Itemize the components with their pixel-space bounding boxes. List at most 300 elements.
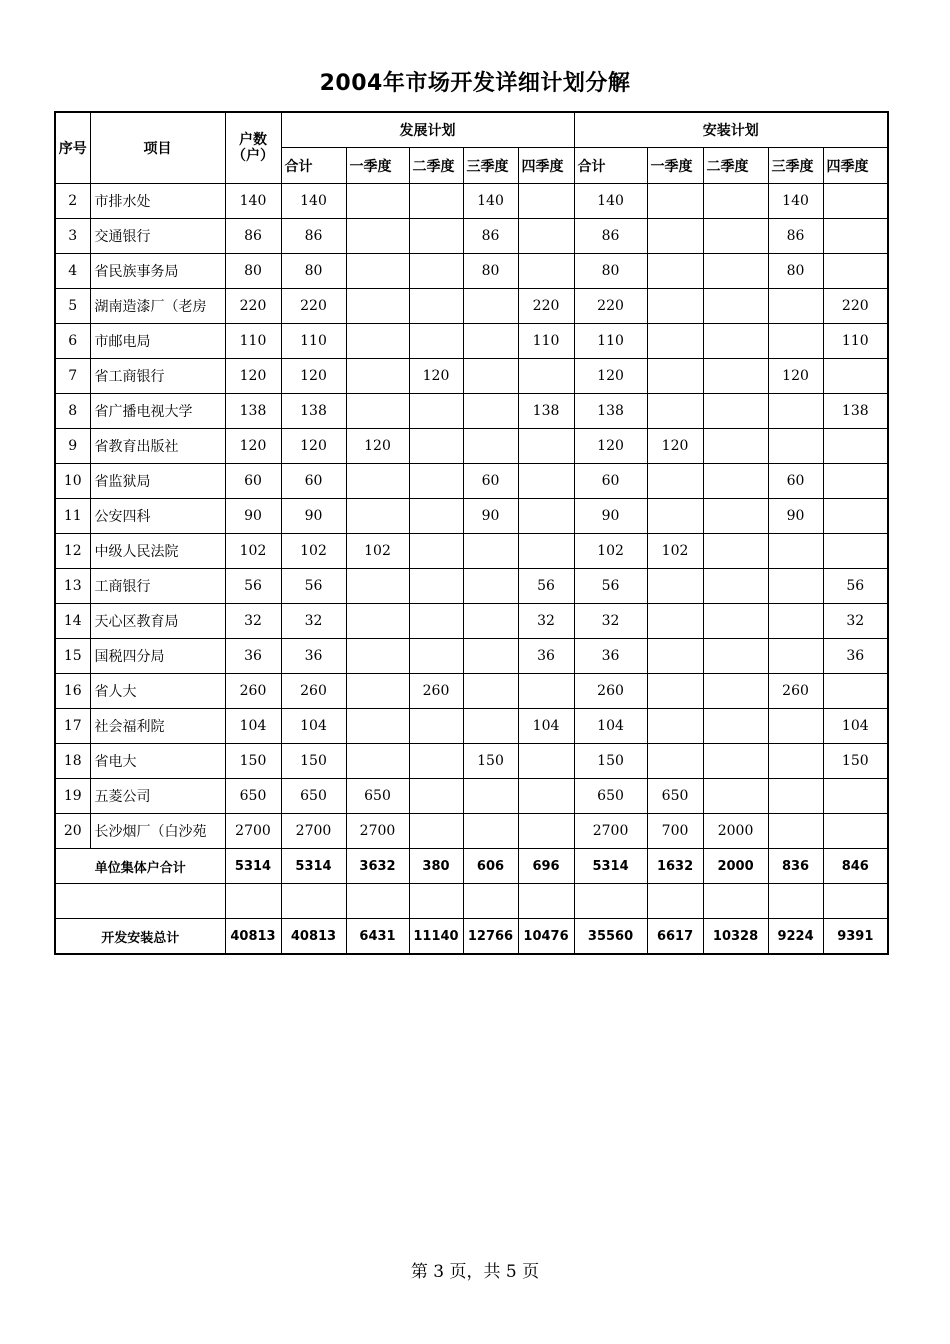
row-dev-value (409, 709, 463, 744)
row-inst-value: 32 (574, 604, 647, 639)
table-row (55, 464, 888, 499)
subtotal-row-inst-value: 5314 (574, 849, 647, 884)
row-inst-value (768, 779, 823, 814)
row-dev-value: 220 (518, 289, 574, 324)
row-inst-value (647, 254, 703, 289)
row-dev-value: 650 (281, 779, 346, 814)
empty-cell (647, 884, 703, 919)
row-index: 16 (55, 674, 90, 709)
row-inst-value (768, 709, 823, 744)
row-inst-value: 102 (647, 534, 703, 569)
grand-total-row-dev-value: 6431 (346, 919, 409, 955)
row-index: 18 (55, 744, 90, 779)
table-row (55, 569, 888, 604)
row-inst-value (647, 219, 703, 254)
row-inst-value (823, 184, 888, 219)
table-row (55, 289, 888, 324)
row-inst-value (768, 814, 823, 849)
row-dev-value (463, 324, 518, 359)
row-index: 14 (55, 604, 90, 639)
row-inst-value (703, 709, 768, 744)
row-inst-value: 36 (574, 639, 647, 674)
row-dev-value (463, 534, 518, 569)
row-inst-value: 110 (823, 324, 888, 359)
row-item-name: 省民族事务局 (90, 254, 225, 289)
subtotal-row-inst-value: 836 (768, 849, 823, 884)
table-row (55, 639, 888, 674)
row-inst-value: 220 (574, 289, 647, 324)
row-inst-value: 60 (574, 464, 647, 499)
table-row (55, 394, 888, 429)
row-inst-value (768, 744, 823, 779)
row-inst-value (703, 289, 768, 324)
row-dev-value: 150 (463, 744, 518, 779)
row-dev-value: 86 (281, 219, 346, 254)
row-item-name: 社会福利院 (90, 709, 225, 744)
row-index: 15 (55, 639, 90, 674)
row-dev-value (518, 499, 574, 534)
header-development-plan: 发展计划 (281, 112, 574, 148)
page-footer: 第 3 页，共 5 页 (410, 1262, 540, 1282)
table-row (55, 324, 888, 359)
row-index: 7 (55, 359, 90, 394)
row-dev-value: 80 (463, 254, 518, 289)
empty-cell (409, 884, 463, 919)
row-inst-value (703, 639, 768, 674)
row-dev-value: 220 (281, 289, 346, 324)
grand-total-row-dev-value: 40813 (281, 919, 346, 955)
row-dev-value: 90 (463, 499, 518, 534)
row-inst-value (647, 359, 703, 394)
row-dev-value (346, 359, 409, 394)
row-dev-value (409, 814, 463, 849)
row-inst-value: 650 (574, 779, 647, 814)
row-dev-value: 90 (281, 499, 346, 534)
subtotal-row-dev-value: 696 (518, 849, 574, 884)
row-dev-value (346, 499, 409, 534)
header-item: 项目 (90, 112, 225, 184)
row-dev-value (463, 394, 518, 429)
row-item-name: 长沙烟厂（白沙苑 (90, 814, 225, 849)
row-inst-value (823, 219, 888, 254)
row-dev-value (409, 569, 463, 604)
row-households: 120 (225, 429, 281, 464)
row-index: 3 (55, 219, 90, 254)
grand-total-row-inst-value: 10328 (703, 919, 768, 955)
row-households: 260 (225, 674, 281, 709)
row-dev-value: 120 (409, 359, 463, 394)
row-dev-value (346, 604, 409, 639)
row-dev-value (518, 814, 574, 849)
row-inst-value: 140 (574, 184, 647, 219)
row-households: 104 (225, 709, 281, 744)
grand-total-row-dev-value: 10476 (518, 919, 574, 955)
row-index: 11 (55, 499, 90, 534)
empty-cell (281, 884, 346, 919)
row-households: 2700 (225, 814, 281, 849)
row-dev-value (346, 744, 409, 779)
empty-cell (518, 884, 574, 919)
row-inst-value: 650 (647, 779, 703, 814)
row-dev-value (346, 639, 409, 674)
header-inst-q2: 二季度 (703, 148, 768, 184)
table-row (55, 499, 888, 534)
row-dev-value (463, 779, 518, 814)
row-inst-value (703, 219, 768, 254)
row-dev-value: 140 (463, 184, 518, 219)
row-inst-value (703, 779, 768, 814)
row-households: 120 (225, 359, 281, 394)
row-index: 20 (55, 814, 90, 849)
row-inst-value: 700 (647, 814, 703, 849)
row-inst-value: 104 (574, 709, 647, 744)
row-inst-value (823, 534, 888, 569)
row-households: 150 (225, 744, 281, 779)
row-dev-value (409, 429, 463, 464)
row-inst-value: 2000 (703, 814, 768, 849)
empty-cell (463, 884, 518, 919)
row-inst-value (703, 429, 768, 464)
row-dev-value (518, 674, 574, 709)
row-dev-value (346, 219, 409, 254)
row-dev-value (463, 674, 518, 709)
row-inst-value (647, 184, 703, 219)
row-households: 60 (225, 464, 281, 499)
plan-table (54, 111, 889, 955)
row-dev-value (346, 674, 409, 709)
row-dev-value: 36 (281, 639, 346, 674)
row-dev-value (463, 814, 518, 849)
row-dev-value: 60 (281, 464, 346, 499)
row-inst-value: 90 (768, 499, 823, 534)
row-inst-value: 56 (823, 569, 888, 604)
empty-cell (225, 884, 281, 919)
grand-total-row-label: 开发安装总计 (55, 919, 225, 955)
grand-total-row-dev-value: 12766 (463, 919, 518, 955)
row-dev-value: 32 (518, 604, 574, 639)
row-index: 10 (55, 464, 90, 499)
row-item-name: 省人大 (90, 674, 225, 709)
row-inst-value (823, 254, 888, 289)
row-inst-value: 138 (823, 394, 888, 429)
row-inst-value: 86 (768, 219, 823, 254)
table-row (55, 709, 888, 744)
row-dev-value: 650 (346, 779, 409, 814)
row-dev-value: 260 (281, 674, 346, 709)
row-dev-value: 86 (463, 219, 518, 254)
table-row (55, 359, 888, 394)
row-item-name: 省电大 (90, 744, 225, 779)
table-row (55, 429, 888, 464)
row-dev-value (409, 534, 463, 569)
row-dev-value (518, 359, 574, 394)
row-inst-value (703, 534, 768, 569)
row-dev-value (409, 604, 463, 639)
row-dev-value (518, 184, 574, 219)
row-dev-value: 138 (281, 394, 346, 429)
row-dev-value (463, 429, 518, 464)
row-inst-value: 60 (768, 464, 823, 499)
subtotal-row-inst-value: 1632 (647, 849, 703, 884)
page-title: 2004年市场开发详细计划分解 (319, 71, 631, 96)
subtotal-row-inst-value: 2000 (703, 849, 768, 884)
row-dev-value: 36 (518, 639, 574, 674)
row-inst-value (703, 324, 768, 359)
row-inst-value: 80 (768, 254, 823, 289)
row-dev-value (463, 289, 518, 324)
row-households: 650 (225, 779, 281, 814)
row-inst-value: 120 (768, 359, 823, 394)
header-households: 户数（户） (225, 112, 281, 184)
row-item-name: 省广播电视大学 (90, 394, 225, 429)
row-index: 8 (55, 394, 90, 429)
row-households: 138 (225, 394, 281, 429)
row-inst-value (647, 324, 703, 359)
row-inst-value (823, 359, 888, 394)
subtotal-row-inst-value: 846 (823, 849, 888, 884)
row-inst-value: 102 (574, 534, 647, 569)
row-inst-value: 138 (574, 394, 647, 429)
row-dev-value (518, 254, 574, 289)
subtotal-row-dev-value: 3632 (346, 849, 409, 884)
row-dev-value (518, 429, 574, 464)
row-inst-value: 220 (823, 289, 888, 324)
row-inst-value (823, 464, 888, 499)
row-dev-value: 120 (281, 359, 346, 394)
row-dev-value: 140 (281, 184, 346, 219)
header-inst-q1: 一季度 (647, 148, 703, 184)
row-households: 90 (225, 499, 281, 534)
row-dev-value (518, 744, 574, 779)
header-inst-total: 合计 (574, 148, 647, 184)
row-item-name: 省教育出版社 (90, 429, 225, 464)
row-dev-value: 102 (281, 534, 346, 569)
row-inst-value (647, 744, 703, 779)
table-row (55, 219, 888, 254)
row-dev-value (518, 779, 574, 814)
row-dev-value (409, 254, 463, 289)
row-inst-value (768, 394, 823, 429)
row-dev-value (346, 709, 409, 744)
row-inst-value (768, 289, 823, 324)
row-index: 2 (55, 184, 90, 219)
row-item-name: 湖南造漆厂（老房 (90, 289, 225, 324)
row-dev-value (409, 744, 463, 779)
row-index: 17 (55, 709, 90, 744)
row-dev-value (409, 779, 463, 814)
row-inst-value: 86 (574, 219, 647, 254)
row-inst-value (823, 779, 888, 814)
row-item-name: 省监狱局 (90, 464, 225, 499)
grand-total-row-dev-value: 11140 (409, 919, 463, 955)
row-inst-value: 140 (768, 184, 823, 219)
row-dev-value (518, 534, 574, 569)
header-index: 序号 (55, 112, 90, 184)
row-dev-value (346, 394, 409, 429)
row-inst-value: 150 (574, 744, 647, 779)
grand-total-row-inst-value: 35560 (574, 919, 647, 955)
row-inst-value (768, 534, 823, 569)
subtotal-row-dev-value: 606 (463, 849, 518, 884)
row-dev-value (409, 184, 463, 219)
table-row (55, 744, 888, 779)
row-item-name: 中级人民法院 (90, 534, 225, 569)
row-households: 80 (225, 254, 281, 289)
row-inst-value (703, 359, 768, 394)
row-dev-value: 32 (281, 604, 346, 639)
row-item-name: 国税四分局 (90, 639, 225, 674)
row-inst-value (703, 744, 768, 779)
row-inst-value (768, 569, 823, 604)
row-inst-value (647, 604, 703, 639)
row-dev-value (346, 184, 409, 219)
row-dev-value: 110 (281, 324, 346, 359)
row-inst-value (768, 604, 823, 639)
row-item-name: 公安四科 (90, 499, 225, 534)
empty-row (55, 884, 888, 919)
row-dev-value: 60 (463, 464, 518, 499)
row-item-name: 工商银行 (90, 569, 225, 604)
row-inst-value: 260 (768, 674, 823, 709)
row-inst-value (703, 569, 768, 604)
row-inst-value (647, 709, 703, 744)
row-dev-value (463, 639, 518, 674)
header-dev-q1: 一季度 (346, 148, 409, 184)
empty-cell (574, 884, 647, 919)
empty-cell (703, 884, 768, 919)
row-dev-value (463, 569, 518, 604)
row-inst-value: 260 (574, 674, 647, 709)
row-dev-value: 56 (518, 569, 574, 604)
row-dev-value (346, 324, 409, 359)
row-households: 56 (225, 569, 281, 604)
row-dev-value: 2700 (281, 814, 346, 849)
row-dev-value (463, 604, 518, 639)
row-item-name: 天心区教育局 (90, 604, 225, 639)
row-dev-value (409, 394, 463, 429)
subtotal-row-dev-value: 5314 (281, 849, 346, 884)
grand-total-row-inst-value: 6617 (647, 919, 703, 955)
row-inst-value (703, 184, 768, 219)
row-dev-value: 2700 (346, 814, 409, 849)
row-households: 140 (225, 184, 281, 219)
header-dev-total: 合计 (281, 148, 346, 184)
row-item-name: 省工商银行 (90, 359, 225, 394)
header-dev-q2: 二季度 (409, 148, 463, 184)
row-item-name: 市排水处 (90, 184, 225, 219)
row-inst-value: 120 (574, 359, 647, 394)
table-row (55, 779, 888, 814)
empty-cell (55, 884, 225, 919)
table-row (55, 674, 888, 709)
row-inst-value: 56 (574, 569, 647, 604)
subtotal-row-label: 单位集体户合计 (55, 849, 225, 884)
row-item-name: 市邮电局 (90, 324, 225, 359)
row-index: 6 (55, 324, 90, 359)
row-inst-value (647, 674, 703, 709)
row-inst-value: 150 (823, 744, 888, 779)
subtotal-row-dev-value: 380 (409, 849, 463, 884)
row-inst-value (703, 499, 768, 534)
row-inst-value (647, 569, 703, 604)
row-inst-value: 80 (574, 254, 647, 289)
row-dev-value (346, 464, 409, 499)
row-inst-value (768, 429, 823, 464)
row-inst-value: 110 (574, 324, 647, 359)
empty-cell (823, 884, 888, 919)
row-dev-value (518, 219, 574, 254)
row-dev-value (463, 709, 518, 744)
row-inst-value (703, 604, 768, 639)
row-inst-value (647, 394, 703, 429)
row-index: 19 (55, 779, 90, 814)
table-row (55, 184, 888, 219)
row-inst-value (823, 674, 888, 709)
row-inst-value: 120 (574, 429, 647, 464)
header-inst-q4: 四季度 (823, 148, 888, 184)
row-dev-value (409, 639, 463, 674)
row-dev-value (346, 289, 409, 324)
grand-total-row-inst-value: 9391 (823, 919, 888, 955)
row-inst-value (647, 464, 703, 499)
row-dev-value: 260 (409, 674, 463, 709)
row-inst-value (703, 674, 768, 709)
row-dev-value: 80 (281, 254, 346, 289)
row-inst-value (823, 429, 888, 464)
row-inst-value: 2700 (574, 814, 647, 849)
row-inst-value: 104 (823, 709, 888, 744)
row-inst-value (768, 639, 823, 674)
row-dev-value (346, 254, 409, 289)
table-body (55, 184, 888, 955)
row-households: 36 (225, 639, 281, 674)
grand-total-row (55, 919, 888, 955)
row-dev-value: 102 (346, 534, 409, 569)
row-inst-value (823, 499, 888, 534)
row-households: 220 (225, 289, 281, 324)
table-row (55, 604, 888, 639)
row-index: 13 (55, 569, 90, 604)
row-item-name: 交通银行 (90, 219, 225, 254)
row-index: 9 (55, 429, 90, 464)
row-dev-value: 120 (281, 429, 346, 464)
row-dev-value (463, 359, 518, 394)
row-inst-value: 32 (823, 604, 888, 639)
row-index: 12 (55, 534, 90, 569)
row-households: 110 (225, 324, 281, 359)
subtotal-row (55, 849, 888, 884)
row-dev-value: 120 (346, 429, 409, 464)
row-households: 102 (225, 534, 281, 569)
row-dev-value: 104 (281, 709, 346, 744)
table-row (55, 254, 888, 289)
row-inst-value (823, 814, 888, 849)
empty-cell (346, 884, 409, 919)
row-inst-value (703, 254, 768, 289)
row-dev-value (409, 219, 463, 254)
row-dev-value (518, 464, 574, 499)
grand-total-row-inst-value: 9224 (768, 919, 823, 955)
row-index: 4 (55, 254, 90, 289)
table-row (55, 534, 888, 569)
table-row (55, 814, 888, 849)
row-dev-value (346, 569, 409, 604)
header-installation-plan: 安装计划 (574, 112, 888, 148)
row-households: 86 (225, 219, 281, 254)
row-inst-value (647, 639, 703, 674)
row-inst-value (703, 394, 768, 429)
row-dev-value (409, 499, 463, 534)
